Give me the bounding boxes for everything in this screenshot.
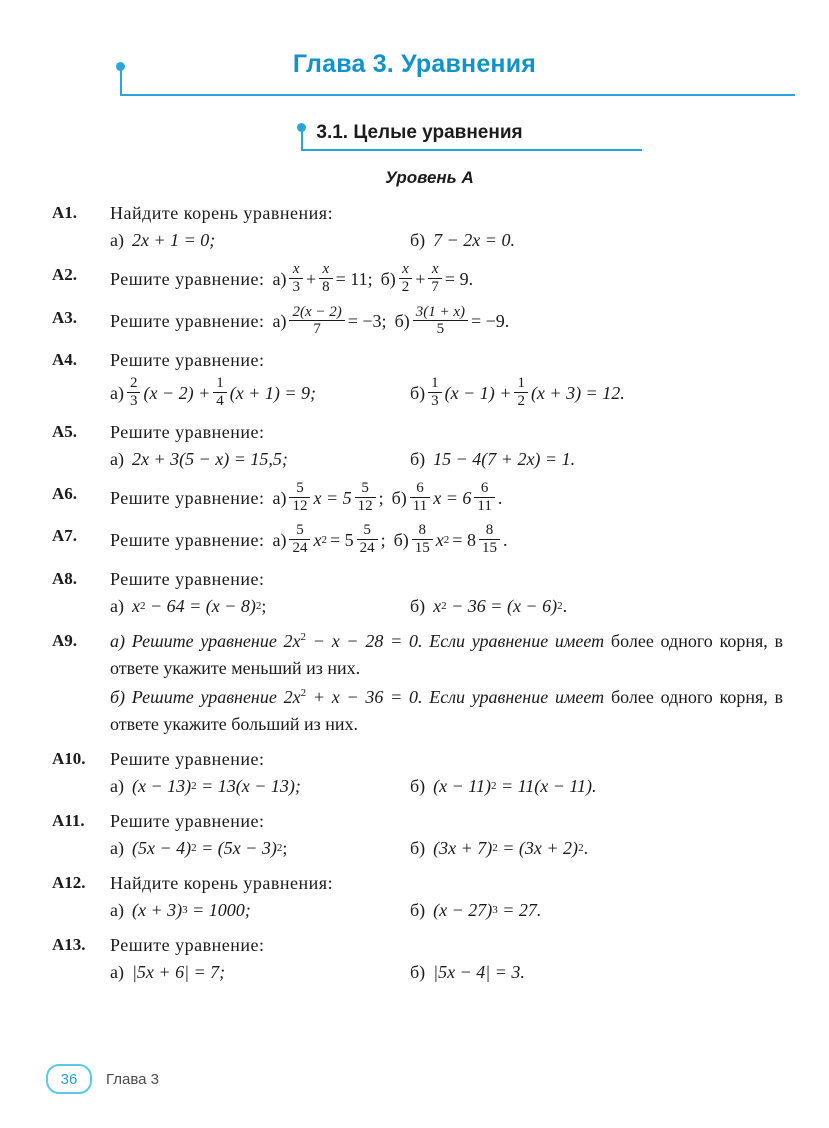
option-a-exponent: 2	[191, 842, 197, 855]
problem-lead: Решите уравнение:	[110, 530, 265, 551]
option-a-terminator: ;	[380, 530, 386, 551]
option-b-label: б)	[410, 448, 426, 469]
fraction-numerator: 5	[363, 522, 371, 539]
problem-lead: Найдите корень уравнения:	[110, 872, 334, 893]
level-label: Уровень A	[385, 168, 474, 187]
problem-a3	[52, 305, 783, 340]
a9-b-exponent: 2	[300, 686, 307, 699]
fraction-denominator: 15	[481, 540, 497, 557]
fraction-denominator: 5	[436, 321, 445, 338]
problem-a4	[52, 347, 783, 411]
option-b-expression: (x − 1) +	[444, 382, 512, 403]
option-b-label: б)	[410, 961, 426, 982]
option-a-expression: (x − 2) +	[143, 382, 211, 403]
fraction-a1	[289, 261, 303, 296]
option-b-expression: = 27.	[497, 899, 542, 920]
problem-a2	[52, 262, 783, 297]
fraction-a1	[289, 522, 310, 557]
option-b-label: б)	[380, 268, 396, 289]
option-b-variable: x	[435, 530, 444, 551]
fraction-denominator: 3	[292, 278, 300, 295]
option-b-exponent-2: 2	[557, 600, 563, 613]
option-a-terminator: ;	[282, 837, 288, 858]
option-a-variable: x	[313, 530, 322, 551]
option-a-label: а)	[110, 775, 124, 796]
option-a-expression-2: (x + 1) = 9;	[229, 382, 317, 403]
option-b-equals: = 8	[452, 530, 476, 551]
option-a-label: а)	[272, 487, 287, 508]
textbook-page	[0, 48, 829, 1128]
a9-a-exponent: 2	[300, 630, 307, 643]
fraction-denominator: 2	[401, 278, 410, 295]
fraction-numerator: 6	[480, 479, 489, 496]
chapter-header	[34, 48, 795, 108]
option-b-label: б)	[410, 382, 426, 403]
fraction-denominator: 4	[216, 392, 224, 409]
fraction-denominator: 7	[313, 321, 321, 338]
problem-lead: Решите уравнение:	[110, 350, 265, 371]
a9-a-seg3: более одного корня, в ответе укажите меньший из них.	[110, 630, 783, 678]
option-a-expression: = 1000;	[187, 899, 251, 920]
fraction-numerator: 6	[416, 479, 424, 496]
option-a-exponent-2: 2	[255, 600, 262, 613]
problem-a9	[52, 628, 783, 738]
fraction-b2	[514, 375, 528, 410]
operator-plus: +	[305, 268, 317, 289]
fraction-numerator: 1	[431, 375, 439, 392]
fraction-denominator: 11	[412, 497, 428, 514]
option-b-label: б)	[394, 311, 410, 332]
problem-tag: A8.	[52, 568, 78, 588]
option-b-expression: = (3x + 2)	[497, 837, 579, 858]
fraction-numerator: 2	[129, 375, 138, 392]
fraction-numerator: 1	[517, 375, 525, 392]
fraction-denominator: 12	[357, 497, 373, 514]
fraction-denominator: 12	[292, 497, 308, 514]
problem-a5	[52, 419, 783, 473]
fraction-numerator: 8	[485, 522, 494, 539]
fraction-denominator: 8	[322, 278, 330, 295]
problem-lead: Решите уравнение:	[110, 810, 265, 831]
option-a-label: а)	[272, 311, 287, 332]
option-a-label: а)	[110, 448, 124, 469]
section-header	[34, 122, 795, 162]
option-b-base: (3x + 7)	[433, 837, 493, 858]
option-a-base: (x − 13)	[131, 775, 192, 796]
option-b-exponent: 2	[492, 842, 498, 855]
problem-lead: Решите уравнение:	[110, 568, 265, 589]
option-b-exponent: 2	[443, 534, 450, 547]
option-a-exponent: 2	[191, 780, 197, 793]
option-a-expression: |5x + 6| = 7;	[131, 961, 226, 982]
option-b-terminator: .	[497, 487, 503, 508]
option-a-expression: 2x + 1 = 0;	[131, 230, 216, 250]
a9-b-seg3: более одного корня, в ответе укажите больший из них.	[110, 686, 783, 734]
problem-tag: A1.	[52, 203, 78, 222]
problem-lead: Решите уравнение:	[110, 311, 265, 332]
option-b-label: б)	[393, 530, 409, 551]
option-b-expression: |5x − 4| = 3.	[433, 961, 525, 982]
option-a-label: а)	[272, 530, 287, 551]
fraction-b2	[479, 522, 500, 557]
option-a-equals: = 11;	[335, 268, 373, 289]
fraction-numerator: 3(1 + x)	[415, 303, 465, 320]
fraction-numerator: x	[322, 261, 330, 277]
chapter-rule	[120, 94, 795, 96]
option-a-base: (x + 3)	[131, 899, 183, 920]
fraction-a2	[319, 261, 333, 296]
fraction-a1	[127, 375, 141, 410]
problem-lead: Решите уравнение:	[110, 421, 265, 442]
fraction-numerator: x	[402, 261, 409, 277]
fraction-b2	[428, 261, 442, 296]
fraction-numerator: x	[292, 261, 300, 277]
fraction-b2	[474, 480, 494, 515]
fraction-numerator: 5	[296, 479, 304, 496]
problem-a1	[52, 200, 783, 254]
problem-a10	[52, 746, 783, 800]
chapter-rule-vertical	[120, 66, 122, 96]
fraction-denominator: 7	[431, 278, 439, 295]
fraction-a	[289, 304, 344, 339]
option-a-label: а)	[110, 961, 124, 982]
fraction-b1	[399, 261, 413, 296]
option-a-variable: x	[131, 595, 140, 616]
problem-lead: Решите уравнение:	[110, 748, 265, 769]
option-b-variable: x	[433, 595, 442, 616]
problem-tag: A10.	[52, 748, 86, 768]
option-a-exponent: 2	[139, 600, 146, 613]
a9-a-seg1: а) Решите уравнение 2x	[110, 630, 301, 651]
option-a-label: а)	[110, 899, 124, 920]
problem-tag: A6.	[52, 483, 78, 503]
section-title: 3.1. Целые уравнения	[316, 122, 523, 143]
problem-tag: A12.	[52, 872, 86, 892]
option-a-label: а)	[110, 382, 124, 403]
problem-a9-part-a	[110, 628, 783, 682]
page-footer	[46, 1064, 159, 1094]
fraction-b	[413, 304, 468, 339]
option-a-terminator: ;	[261, 595, 267, 616]
option-a-expression: = (5x − 3)	[196, 837, 277, 858]
option-a-expression: x = 5	[313, 487, 352, 508]
option-a-terminator: ;	[378, 487, 384, 508]
operator-plus: +	[415, 268, 426, 289]
problem-list	[52, 200, 783, 986]
problem-tag: A3.	[52, 307, 78, 327]
problem-tag: A13.	[52, 934, 86, 954]
a9-b-seg2: + x − 36 = 0. Если уравнение имеет	[306, 686, 605, 707]
problem-lead: Решите уравнение:	[110, 934, 265, 955]
problem-lead: Найдите корень уравнения:	[110, 203, 334, 223]
fraction-numerator: 8	[418, 522, 427, 539]
option-b-expression: = 11(x − 11).	[496, 775, 597, 796]
problem-lead: Решите уравнение:	[110, 487, 265, 508]
chapter-title: Глава 3. Уравнения	[292, 50, 537, 78]
fraction-denominator: 3	[129, 392, 138, 409]
option-b-exponent-2: 2	[578, 842, 584, 855]
option-b-exponent: 3	[492, 904, 498, 917]
fraction-denominator: 15	[414, 540, 430, 557]
problem-lead: Решите уравнение:	[110, 268, 265, 289]
fraction-numerator: 1	[216, 375, 224, 392]
option-b-label: б)	[410, 230, 426, 250]
option-b-terminator: .	[502, 530, 508, 551]
fraction-numerator: 2(x − 2)	[292, 303, 342, 320]
problem-a7	[52, 523, 783, 558]
fraction-denominator: 11	[477, 497, 492, 514]
problem-tag: A9.	[52, 630, 78, 650]
footer-chapter-label: Глава 3	[106, 1070, 160, 1088]
fraction-numerator: x	[431, 261, 439, 277]
fraction-denominator: 3	[431, 392, 439, 409]
option-a-label: а)	[272, 268, 287, 289]
option-a-expression: − 64 = (x − 8)	[145, 595, 256, 616]
fraction-b1	[412, 522, 433, 557]
option-a-base: (5x − 4)	[131, 837, 192, 858]
page-number: 36	[46, 1064, 92, 1094]
option-b-label: б)	[410, 837, 426, 858]
option-b-label: б)	[410, 899, 426, 920]
option-b-expression-2: (x + 3) = 12.	[530, 382, 625, 403]
problem-tag: A4.	[52, 350, 78, 370]
option-b-terminator: .	[562, 595, 568, 616]
option-b-label: б)	[391, 487, 407, 508]
fraction-a2	[355, 480, 376, 515]
option-b-base: (x − 27)	[433, 899, 493, 920]
problem-a13	[52, 932, 783, 986]
option-b-expression: 15 − 4(7 + 2x) = 1.	[433, 448, 576, 469]
option-b-equals: = 9.	[444, 268, 474, 289]
fraction-denominator: 24	[359, 540, 375, 557]
problem-a8	[52, 566, 783, 620]
a9-a-seg2: − x − 28 = 0. Если уравнение имеет	[306, 630, 605, 651]
option-b-terminator: .	[583, 837, 589, 858]
option-a-label: а)	[110, 230, 124, 250]
problem-tag: A2.	[52, 265, 78, 284]
option-b-expression: x = 6	[433, 487, 472, 508]
problem-tag: A7.	[52, 526, 78, 546]
fraction-a2	[213, 375, 227, 410]
fraction-b1	[410, 480, 430, 515]
option-b-equals: = −9.	[471, 311, 510, 332]
option-a-equals: = −3;	[347, 311, 387, 332]
option-b-expression: − 36 = (x − 6)	[446, 595, 558, 616]
option-a-exponent: 3	[182, 904, 188, 917]
fraction-a2	[357, 522, 378, 557]
option-b-exponent: 2	[490, 780, 497, 793]
problem-tag: A5.	[52, 421, 78, 441]
option-a-expression: 2x + 3(5 − x) = 15,5;	[131, 448, 288, 469]
fraction-numerator: 5	[296, 522, 304, 539]
problem-a11	[52, 808, 783, 862]
option-a-equals: = 5	[329, 530, 354, 551]
section-rule	[301, 149, 642, 151]
option-b-expression: 7 − 2x = 0.	[433, 230, 515, 250]
problem-a12	[52, 870, 783, 924]
fraction-b1	[428, 375, 442, 410]
option-a-exponent: 2	[321, 534, 327, 547]
a9-b-seg1: б) Решите уравнение 2x	[110, 686, 301, 707]
option-b-base: (x − 11)	[433, 775, 491, 796]
option-a-exponent-2: 2	[276, 842, 283, 855]
option-a-expression: = 13(x − 13);	[196, 775, 301, 796]
problem-a6	[52, 481, 783, 516]
fraction-numerator: 5	[361, 479, 369, 496]
option-b-label: б)	[410, 595, 426, 616]
fraction-a1	[289, 480, 310, 515]
option-a-label: а)	[110, 837, 124, 858]
option-b-exponent: 2	[441, 600, 447, 613]
section-rule-vertical	[301, 127, 303, 150]
fraction-denominator: 24	[292, 540, 308, 557]
problem-tag: A11.	[52, 810, 85, 830]
option-b-label: б)	[410, 775, 426, 796]
option-a-label: а)	[110, 595, 124, 616]
problem-a9-part-b	[110, 684, 783, 738]
fraction-denominator: 2	[517, 392, 525, 409]
